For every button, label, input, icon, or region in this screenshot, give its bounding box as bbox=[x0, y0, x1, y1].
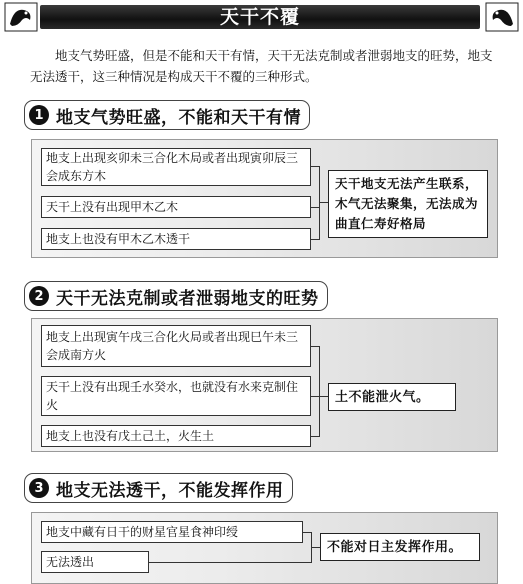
dragon-logo-icon bbox=[4, 2, 38, 32]
page-title: 天干不覆 bbox=[219, 6, 300, 28]
section-number: 2 bbox=[29, 286, 49, 306]
section-number: 3 bbox=[29, 478, 49, 498]
condition-item: 地支上也没有戊土己土，火生土 bbox=[41, 425, 311, 447]
section-1-heading bbox=[24, 100, 310, 130]
condition-item: 地支中藏有日干的财星官星食神印绶 bbox=[41, 521, 303, 543]
condition-item: 地支上也没有甲木乙木透干 bbox=[41, 228, 311, 250]
condition-item: 天干上没有出现甲木乙木 bbox=[41, 196, 311, 218]
result-box: 天干地支无法产生联系，木气无法聚集，无法成为曲直仁寿好格局 bbox=[328, 170, 488, 238]
section-title: 地支无法透干，不能发挥作用 bbox=[56, 480, 284, 501]
title-bar bbox=[40, 5, 480, 29]
section-2-panel bbox=[31, 318, 498, 452]
header-banner bbox=[0, 0, 523, 34]
section-3-panel bbox=[31, 512, 498, 584]
dragon-logo-icon bbox=[485, 2, 519, 32]
condition-item: 地支上出现亥卯未三合化木局或者出现寅卯辰三会成东方木 bbox=[41, 148, 311, 186]
result-box: 土不能泄火气。 bbox=[328, 383, 456, 411]
section-1-panel bbox=[31, 139, 498, 258]
intro-paragraph: 地支气势旺盛，但是不能和天干有情，天干无法克制或者泄弱地支的旺势，地支无法透干，这三种情况是构成天干不覆的三种形式。 bbox=[30, 48, 493, 84]
section-number: 1 bbox=[29, 105, 49, 125]
condition-item: 天干上没有出现壬水癸水，也就没有水来克制住火 bbox=[41, 376, 311, 416]
result-box: 不能对日主发挥作用。 bbox=[320, 533, 480, 561]
section-title: 地支气势旺盛，不能和天干有情 bbox=[56, 107, 301, 128]
section-3-heading bbox=[24, 473, 293, 503]
section-title: 天干无法克制或者泄弱地支的旺势 bbox=[56, 288, 319, 309]
condition-item: 无法透出 bbox=[41, 551, 149, 573]
condition-item: 地支上出现寅午戌三合化火局或者出现巳午未三会成南方火 bbox=[41, 325, 311, 367]
section-2-heading bbox=[24, 281, 328, 311]
